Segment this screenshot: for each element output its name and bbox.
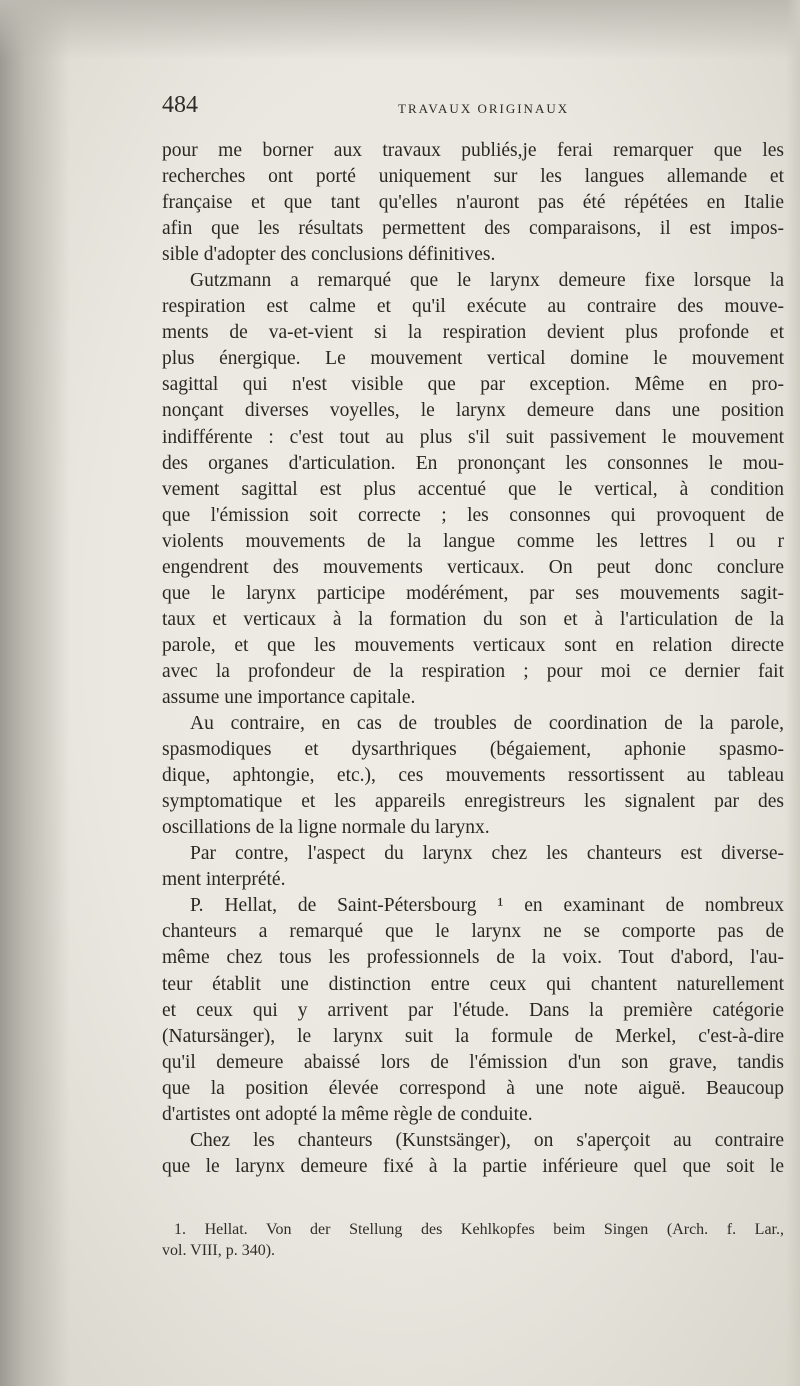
text-line: respiration est calme et qu'il exécute au contraire des mouve-	[162, 296, 784, 318]
text-line: afin que les résultats permettent des comparaisons, il est impos-	[162, 218, 784, 240]
text-line: que l'émission soit correcte ; les consonnes qui provoquent de	[162, 504, 784, 526]
text-line: nonçant diverses voyelles, le larynx demeure dans une position	[162, 400, 784, 422]
text-line: Chez les chanteurs (Kunstsänger), on s'aperçoit au contraire	[190, 1129, 784, 1151]
body-text	[162, 138, 784, 1180]
text-line: avec la profondeur de la respiration ; pour moi ce dernier fait	[162, 660, 784, 682]
text-line: ment interprété.	[162, 869, 286, 891]
text-line: que le larynx demeure fixé à la partie inférieure quel que soit le	[162, 1155, 784, 1177]
text-line: des organes d'articulation. En prononçant les consonnes le mou-	[162, 452, 784, 474]
page-edge	[786, 0, 800, 1386]
text-line: sagittal qui n'est visible que par exception. Même en pro-	[162, 374, 784, 396]
footnote-line: 1. Hellat. Von der Stellung des Kehlkopfes beim Singen (Arch. f. Lar.,	[174, 1221, 784, 1238]
text-line: d'artistes ont adopté la même règle de conduite.	[162, 1103, 533, 1125]
text-line: engendrent des mouvements verticaux. On peut donc conclure	[162, 556, 784, 578]
text-line: ments de va-et-vient si la respiration devient plus profonde et	[162, 322, 784, 344]
text-line: teur établit une distinction entre ceux qui chantent naturellement	[162, 973, 784, 995]
text-line: parole, et que les mouvements verticaux sont en relation directe	[162, 634, 784, 656]
text-line: que le larynx participe modérément, par ses mouvements sagit-	[162, 582, 784, 604]
text-line: Gutzmann a remarqué que le larynx demeure fixe lorsque la	[190, 270, 784, 292]
footnote	[162, 1219, 784, 1261]
text-line: chanteurs a remarqué que le larynx ne se comporte pas de	[162, 921, 784, 943]
page-header	[162, 92, 782, 124]
text-line: et ceux qui y arrivent par l'étude. Dans la première catégorie	[162, 999, 784, 1021]
page-number: 484	[162, 92, 198, 118]
text-line: que la position élevée correspond à une note aiguë. Beaucoup	[162, 1077, 784, 1099]
text-line: Au contraire, en cas de troubles de coordination de la parole,	[190, 713, 784, 735]
text-line: pour me borner aux travaux publiés,je ferai remarquer que les	[162, 140, 784, 161]
text-line: taux et verticaux à la formation du son et à l'articulation de la	[162, 608, 784, 630]
text-line: (Natursänger), le larynx suit la formule de Merkel, c'est-à-dire	[162, 1025, 784, 1047]
text-line: française et que tant qu'elles n'auront pas été répétées en Italie	[162, 192, 784, 214]
text-line: Par contre, l'aspect du larynx chez les chanteurs est diverse-	[190, 843, 784, 865]
text-line: symptomatique et les appareils enregistreurs les signalent par des	[162, 791, 784, 813]
text-line: plus énergique. Le mouvement vertical domine le mouvement	[162, 348, 784, 370]
running-head: TRAVAUX ORIGINAUX	[398, 101, 570, 116]
text-line: recherches ont porté uniquement sur les langues allemande et	[162, 166, 784, 188]
text-line: qu'il demeure abaissé lors de l'émission d'un son grave, tandis	[162, 1051, 784, 1073]
binding-shadow	[0, 0, 70, 1386]
text-line: indifférente : c'est tout au plus s'il suit passivement le mouvement	[162, 426, 784, 448]
text-line: spasmodiques et dysarthriques (bégaiement, aphonie spasmo-	[162, 739, 784, 761]
text-line: P. Hellat, de Saint-Pétersbourg ¹ en examinant de nombreux	[190, 895, 784, 917]
text-line: dique, aphtongie, etc.), ces mouvements ressortissent au tableau	[162, 765, 784, 787]
text-line: vement sagittal est plus accentué que le vertical, à condition	[162, 478, 784, 500]
text-line: assume une importance capitale.	[162, 686, 416, 708]
text-line: violents mouvements de la langue comme les lettres l ou r	[162, 530, 784, 552]
top-shadow	[0, 0, 800, 60]
text-line: sible d'adopter des conclusions définitives.	[162, 244, 496, 266]
footnote-line: vol. VIII, p. 340).	[162, 1242, 276, 1259]
text-line: même chez tous les professionnels de la voix. Tout d'abord, l'au-	[162, 947, 784, 969]
text-line: oscillations de la ligne normale du larynx.	[162, 817, 490, 839]
